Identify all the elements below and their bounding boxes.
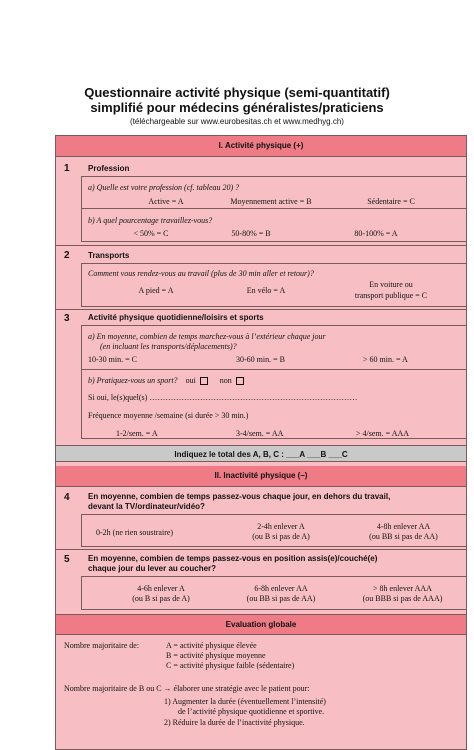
total-abc-row[interactable]: Indiquez le total des A, B, C : ___A ___B ___C (56, 445, 466, 462)
q3b-sport-which[interactable]: Si oui, le(s)quel(s) …………………………………………………………………… (88, 393, 358, 402)
q5-option-6-8h-line2[interactable]: (ou BB si pas de AA) (246, 594, 316, 603)
q1a-option-moderate[interactable]: Moyennement active = B (230, 197, 312, 206)
question-2-text: Comment vous rendez-vous au travail (plus de 30 min aller et retour)? (88, 269, 314, 278)
question-5-number: 5 (64, 554, 70, 565)
evaluation-strategy-1-line2: de l’activité physique quotidienne et sportive. (178, 707, 325, 716)
question-4-number: 4 (64, 492, 70, 503)
question-1a-text: a) Quelle est votre profession (cf. tableau 20) ? (88, 183, 240, 192)
question-5-heading-line2: chaque jour du lever au coucher? (88, 564, 217, 573)
question-3-heading: Activité physique quotidienne/loisirs et sports (88, 313, 264, 322)
page-title: Questionnaire activité physique (semi-quantitatif) (84, 85, 390, 100)
question-3b-text (88, 376, 244, 386)
q2-option-car-line2[interactable]: transport publique = C (354, 291, 428, 300)
q4-option-4-8h-line1[interactable]: 4-8h enlever AA (376, 522, 431, 531)
q3a-option-10-30[interactable]: 10-30 min. = C (88, 355, 137, 364)
q4-option-2-4h-line2[interactable]: (ou B si pas de A) (252, 532, 310, 541)
question-3a-text-line2: (en incluant les transports/déplacements)? (100, 342, 237, 351)
page-subtitle: (téléchargeable sur www.eurobesitas.ch et www.medhyg.ch) (130, 117, 344, 126)
evaluation-c-line: C = activité physique faible (sédentaire) (166, 661, 295, 670)
question-1-number: 1 (64, 163, 70, 174)
q1b-option-80-100[interactable]: 80-100% = A (354, 229, 398, 238)
question-1b-text: b) A quel pourcentage travaillez-vous? (88, 216, 213, 225)
question-3-number: 3 (64, 313, 70, 324)
evaluation-b-line: B = activité physique moyenne (166, 651, 266, 660)
question-1-heading: Profession (88, 164, 130, 173)
question-2-heading: Transports (88, 251, 130, 260)
q3a-option-60plus[interactable]: > 60 min. = A (363, 355, 408, 364)
question-2-number: 2 (64, 250, 70, 261)
q5-option-8h-plus-line1[interactable]: > 8h enlever AAA (373, 584, 432, 593)
q3b-non-checkbox[interactable] (236, 377, 244, 385)
q2-option-car-line1[interactable]: En voiture ou (369, 280, 413, 289)
section-2-title: II. Inactivité physique (–) (56, 466, 466, 486)
evaluation-majority-label: Nombre majoritaire de: (64, 641, 140, 650)
q5-option-8h-plus-line2[interactable]: (ou BBB si pas de AAA) (362, 594, 443, 603)
question-4-heading-line2: devant la TV/ordinateur/vidéo? (88, 502, 205, 511)
page-title-line2: simplifié pour médecins généralistes/praticiens (90, 100, 384, 115)
divider (56, 634, 466, 635)
q2-option-bike[interactable]: En vélo = A (246, 286, 286, 295)
divider (81, 369, 466, 370)
q3b-non-label: non (219, 376, 232, 385)
q3b-option-4plus[interactable]: > 4/sem. = AAA (356, 429, 410, 438)
q3a-option-30-60[interactable]: 30-60 min. = B (236, 355, 285, 364)
evaluation-strategy-2: 2) Réduire la durée de l’inactivité physique. (164, 718, 305, 727)
divider (56, 309, 466, 310)
divider (56, 245, 466, 246)
q3b-oui-checkbox[interactable] (200, 377, 208, 385)
section-1-title: I. Activité physique (+) (56, 136, 466, 156)
q4-option-0-2h[interactable]: 0-2h (ne rien soustraire) (96, 528, 174, 537)
questionnaire-form (55, 135, 467, 750)
q3b-oui-label: oui (185, 376, 196, 385)
q3b-option-1-2[interactable]: 1-2/sem. = A (116, 429, 158, 438)
divider (56, 486, 466, 487)
q1a-option-active[interactable]: Active = A (148, 197, 184, 206)
question-4-heading-line1: En moyenne, combien de temps passez-vous chaque jour, en dehors du travail, (88, 492, 391, 501)
q1b-option-under50[interactable]: < 50% = C (133, 229, 169, 238)
question-3a-text-line1: a) En moyenne, combien de temps marchez-vous à l’extérieur chaque jour (88, 332, 326, 341)
divider (56, 156, 466, 157)
q5-option-4-6h-line2[interactable]: (ou B si pas de A) (132, 594, 190, 603)
q3b-question: b) Pratiquez-vous un sport? (88, 376, 178, 385)
evaluation-strategy: Nombre majoritaire de B ou C → élaborer une stratégie avec le patient pour: (64, 684, 310, 693)
question-5-heading-line1: En moyenne, combien de temps passez-vous en position assis(e)/couché(e) (88, 554, 378, 563)
q4-option-4-8h-line2[interactable]: (ou BB si pas de AA) (369, 532, 438, 541)
q2-option-walk[interactable]: A pied = A (138, 286, 174, 295)
q3b-option-3-4[interactable]: 3-4/sem. = AA (236, 429, 284, 438)
evaluation-strategy-1-line1: 1) Augmenter la durée (éventuellement l’intensité) (164, 697, 326, 706)
q1a-option-sedentary[interactable]: Sédentaire = C (367, 197, 415, 206)
divider (56, 549, 466, 550)
q4-option-2-4h-line1[interactable]: 2-4h enlever A (257, 522, 305, 531)
q3b-frequency-label: Fréquence moyenne /semaine (si durée > 30 min.) (88, 411, 249, 420)
q1b-option-50-80[interactable]: 50-80% = B (231, 229, 271, 238)
divider (81, 208, 466, 209)
evaluation-a-line: A = activité physique élevée (166, 641, 257, 650)
q5-option-4-6h-line1[interactable]: 4-6h enlever A (137, 584, 185, 593)
evaluation-title: Evaluation globale (56, 615, 466, 634)
q5-option-6-8h-line1[interactable]: 6-8h enlever AA (254, 584, 308, 593)
